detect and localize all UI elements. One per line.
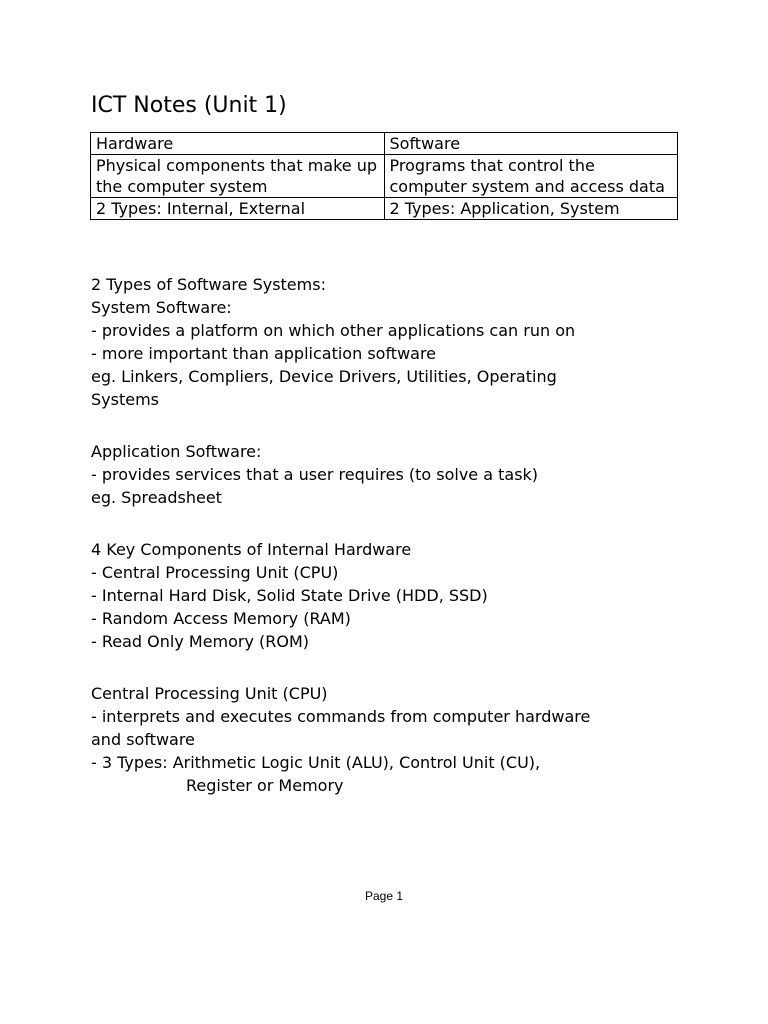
section-gap: [91, 509, 691, 538]
list-item: - interprets and executes commands from computer hardware: [91, 707, 591, 726]
subheading: System Software:: [91, 298, 232, 317]
section-cpu: [91, 682, 691, 797]
list-item-continuation: Register or Memory: [186, 776, 344, 795]
page-number: Page 1: [364, 889, 404, 903]
section-gap: [91, 653, 691, 682]
notes-body: [91, 273, 691, 797]
table-header-row: [91, 133, 678, 155]
table-cell: 2 Types: Application, System: [384, 198, 678, 220]
hardware-software-table: [90, 132, 678, 220]
list-item: - provides a platform on which other applications can run on: [91, 321, 576, 340]
section-application-software: [91, 440, 691, 509]
list-item: - 3 Types: Arithmetic Logic Unit (ALU), Control Unit (CU),: [91, 753, 541, 772]
table-header-hardware: Hardware: [91, 133, 385, 155]
section-heading: 4 Key Components of Internal Hardware: [91, 540, 412, 559]
example-line: eg. Linkers, Compliers, Device Drivers, Utilities, Operating: [91, 367, 557, 386]
page-title: ICT Notes (Unit 1): [91, 93, 287, 118]
section-gap: [91, 411, 691, 440]
section-software-systems: [91, 273, 691, 411]
example-line: Systems: [91, 390, 159, 409]
list-item: - provides services that a user requires (to solve a task): [91, 465, 539, 484]
list-item: - Central Processing Unit (CPU): [91, 563, 339, 582]
list-item: - more important than application software: [91, 344, 437, 363]
example-line: eg. Spreadsheet: [91, 488, 222, 507]
list-item: - Random Access Memory (RAM): [91, 609, 351, 628]
section-heading: Application Software:: [91, 442, 262, 461]
table-row: [91, 198, 678, 220]
table-cell: 2 Types: Internal, External: [91, 198, 385, 220]
section-internal-hardware: [91, 538, 691, 653]
list-item-continuation: and software: [91, 730, 195, 749]
table-cell: Physical components that make up the computer system: [91, 155, 385, 198]
section-heading: 2 Types of Software Systems:: [91, 275, 326, 294]
table-cell: Programs that control the computer system and access data: [384, 155, 678, 198]
table-row: [91, 155, 678, 198]
list-item: - Read Only Memory (ROM): [91, 632, 310, 651]
section-heading: Central Processing Unit (CPU): [91, 684, 328, 703]
list-item: - Internal Hard Disk, Solid State Drive (HDD, SSD): [91, 586, 488, 605]
table-header-software: Software: [384, 133, 678, 155]
